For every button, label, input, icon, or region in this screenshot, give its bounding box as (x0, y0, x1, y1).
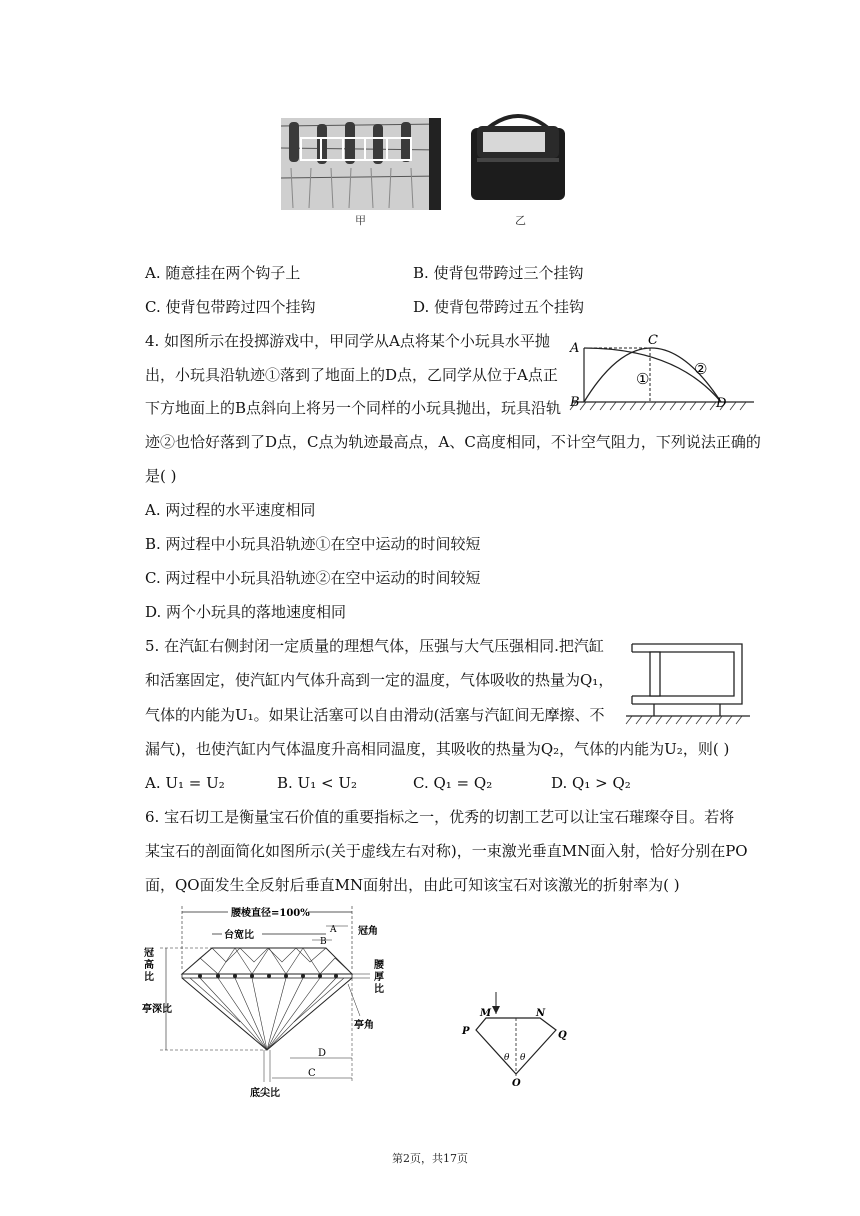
gem-girdle-diameter: 腰棱直径=100% (231, 908, 310, 919)
q6-line-2: 某宝石的剖面简化如图所示(关于虚线左右对称)，一束激光垂直MN面入射，恰好分别在PO (145, 842, 748, 860)
gem-label-d: D (318, 1048, 327, 1059)
q4-option-b: B. 两过程中小玩具沿轨迹①在空中运动的时间较短 (145, 535, 481, 553)
section-theta-left: θ (504, 1053, 510, 1063)
q6-line-1: 6. 宝石切工是衡量宝石价值的重要指标之一，优秀的切割工艺可以让宝石璀璨夺目。若将 (145, 808, 735, 826)
q6-line-3: 面，QO面发生全反射后垂直MN面射出，由此可知该宝石对该激光的折射率为( ) (145, 876, 680, 894)
gem-label-c: C (308, 1068, 316, 1079)
q5-option-d: D. Q₁ > Q₂ (551, 774, 631, 792)
q4-line-1: 4. 如图所示在投掷游戏中，甲同学从A点将某个小玩具水平抛 (145, 332, 550, 350)
q4-option-c: C. 两过程中小玩具沿轨迹②在空中运动的时间较短 (145, 569, 481, 587)
gem-label-b: B (320, 937, 327, 947)
q4-option-d: D. 两个小玩具的落地速度相同 (145, 603, 347, 621)
q4-line-3: 下方地面上的B点斜向上将另一个同样的小玩具抛出，玩具沿轨 (145, 399, 562, 417)
section-label-o: O (512, 1078, 521, 1089)
gem-girdle-thick-1: 腰 (374, 960, 384, 971)
q4-label-c: C (648, 333, 658, 348)
q6-section-diagram (458, 990, 578, 1090)
q4-label-a: A (570, 341, 580, 356)
gem-table-ratio: 台宽比 (224, 930, 254, 941)
gem-crown-angle: 冠角 (358, 926, 378, 937)
q5-line-3: 气体的内能为U₁。如果让活塞可以自由滑动(活塞与汽缸间无摩擦、不 (145, 706, 605, 724)
gem-pavilion-angle: 亭角 (354, 1020, 374, 1031)
section-label-m: M (480, 1008, 492, 1019)
figure-jia-photo (281, 118, 441, 210)
gem-label-a: A (330, 925, 337, 935)
q4-line-2: 出，小玩具沿轨迹①落到了地面上的D点，乙同学从位于A点正 (145, 366, 558, 384)
q5-line-1: 5. 在汽缸右侧封闭一定质量的理想气体，压强与大气压强相同.把汽缸 (145, 637, 604, 655)
q4-label-d: D (716, 396, 727, 411)
figure-yi-photo (463, 108, 573, 208)
q4-trajectory-diagram (566, 330, 760, 414)
q4-label-b: B (570, 395, 580, 410)
gem-girdle-thick-3: 比 (374, 984, 384, 995)
q3-option-a: A. 随意挂在两个钩子上 (145, 264, 301, 282)
q4-label-path1: ① (636, 370, 650, 388)
q5-option-a: A. U₁ = U₂ (145, 774, 225, 792)
gem-pavilion-depth: 亭深比 (142, 1004, 172, 1015)
section-theta-right: θ (520, 1053, 526, 1063)
section-label-p: P (462, 1026, 470, 1037)
q5-cylinder-diagram (624, 640, 754, 726)
section-label-n: N (536, 1008, 546, 1019)
q3-option-c: C. 使背包带跨过四个挂钩 (145, 298, 316, 316)
q5-option-c: C. Q₁ = Q₂ (413, 774, 493, 792)
gem-culet: 底尖比 (250, 1088, 280, 1099)
gem-girdle-thick-2: 厚 (374, 972, 384, 983)
q5-line-4: 漏气)，也使汽缸内气体温度升高相同温度，其吸收的热量为Q₂，气体的内能为U₂，则( ) (145, 740, 730, 758)
q4-line-4: 迹②也恰好落到了D点，C点为轨迹最高点，A、C高度相同，不计空气阻力，下列说法正确的 (145, 433, 761, 451)
q5-option-b: B. U₁ < U₂ (277, 774, 357, 792)
gem-crown-height-1: 冠 (144, 948, 154, 959)
q4-line-5: 是( ) (145, 467, 177, 485)
q3-option-b: B. 使背包带跨过三个挂钩 (413, 264, 584, 282)
caption-jia: 甲 (355, 214, 366, 227)
caption-yi: 乙 (515, 214, 526, 227)
q3-option-d: D. 使背包带跨过五个挂钩 (413, 298, 585, 316)
section-label-q: Q (558, 1030, 567, 1041)
q4-option-a: A. 两过程的水平速度相同 (145, 501, 316, 519)
gem-crown-height-2: 高 (144, 960, 154, 971)
gem-crown-height-3: 比 (144, 972, 154, 983)
q4-label-path2: ② (694, 360, 708, 378)
q6-gem-cut-diagram (140, 900, 400, 1100)
q5-line-2: 和活塞固定，使汽缸内气体升高到一定的温度，气体吸收的热量为Q₁， (145, 671, 614, 689)
page-footer: 第2页，共17页 (392, 1152, 468, 1165)
